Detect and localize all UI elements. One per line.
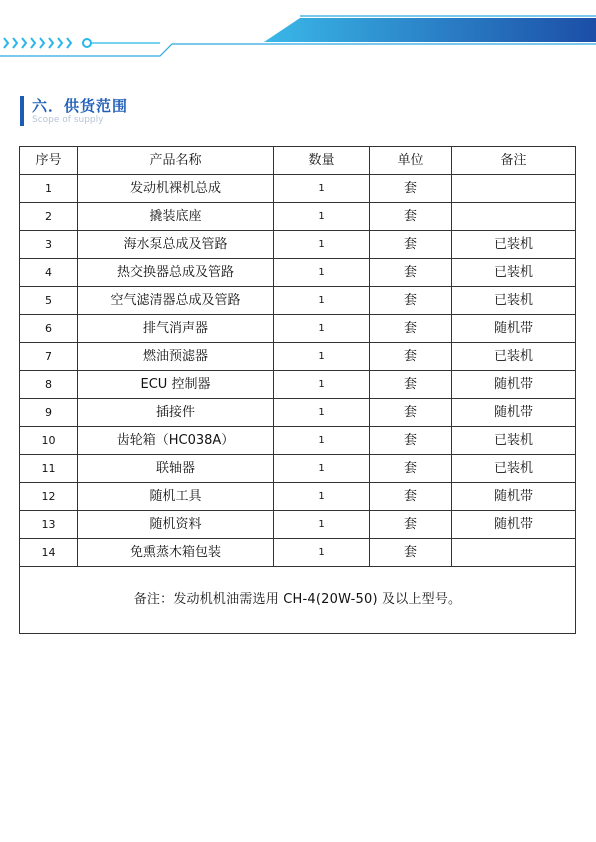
cell-quantity: 1 xyxy=(274,287,370,315)
cell-index: 11 xyxy=(20,455,78,483)
table-row xyxy=(20,371,576,399)
table-row xyxy=(20,287,576,315)
cell-remark: 已装机 xyxy=(452,287,576,315)
cell-remark: 已装机 xyxy=(452,427,576,455)
header-remark: 备注 xyxy=(452,147,576,175)
cell-product-name: 插接件 xyxy=(78,399,274,427)
cell-quantity: 1 xyxy=(274,343,370,371)
header-quantity: 数量 xyxy=(274,147,370,175)
cell-index: 7 xyxy=(20,343,78,371)
cell-unit: 套 xyxy=(370,203,452,231)
cell-product-name: ECU 控制器 xyxy=(78,371,274,399)
supply-table-wrapper xyxy=(19,146,576,634)
cell-quantity: 1 xyxy=(274,259,370,287)
cell-quantity: 1 xyxy=(274,175,370,203)
cell-remark: 随机带 xyxy=(452,399,576,427)
cell-index: 4 xyxy=(20,259,78,287)
header-unit: 单位 xyxy=(370,147,452,175)
cell-quantity: 1 xyxy=(274,455,370,483)
table-row xyxy=(20,483,576,511)
cell-unit: 套 xyxy=(370,259,452,287)
table-header-row xyxy=(20,147,576,175)
cell-unit: 套 xyxy=(370,315,452,343)
cell-quantity: 1 xyxy=(274,231,370,259)
cell-index: 1 xyxy=(20,175,78,203)
cell-index: 3 xyxy=(20,231,78,259)
table-note-row xyxy=(20,567,576,634)
cell-remark: 随机带 xyxy=(452,315,576,343)
cell-quantity: 1 xyxy=(274,371,370,399)
cell-remark: 随机带 xyxy=(452,511,576,539)
cell-remark: 已装机 xyxy=(452,343,576,371)
cell-product-name: 撬装底座 xyxy=(78,203,274,231)
cell-product-name: 联轴器 xyxy=(78,455,274,483)
cell-remark: 已装机 xyxy=(452,455,576,483)
cell-product-name: 随机资料 xyxy=(78,511,274,539)
table-row xyxy=(20,315,576,343)
header-product-name: 产品名称 xyxy=(78,147,274,175)
cell-remark: 随机带 xyxy=(452,371,576,399)
cell-remark xyxy=(452,175,576,203)
cell-product-name: 齿轮箱（HC038A） xyxy=(78,427,274,455)
circle-node-icon xyxy=(83,39,91,47)
supply-table xyxy=(19,146,576,634)
cell-remark xyxy=(452,203,576,231)
table-note: 备注：发动机机油需选用 CH-4(20W-50) 及以上型号。 xyxy=(20,567,576,634)
banner-graphic xyxy=(0,0,596,70)
cell-index: 2 xyxy=(20,203,78,231)
cell-unit: 套 xyxy=(370,231,452,259)
cell-product-name: 随机工具 xyxy=(78,483,274,511)
cell-index: 8 xyxy=(20,371,78,399)
table-row xyxy=(20,175,576,203)
cell-product-name: 海水泵总成及管路 xyxy=(78,231,274,259)
table-row xyxy=(20,427,576,455)
table-row xyxy=(20,231,576,259)
cell-remark: 已装机 xyxy=(452,259,576,287)
cell-quantity: 1 xyxy=(274,315,370,343)
cell-product-name: 发动机裸机总成 xyxy=(78,175,274,203)
cell-unit: 套 xyxy=(370,371,452,399)
cell-product-name: 燃油预滤器 xyxy=(78,343,274,371)
heading-accent-bar xyxy=(20,96,24,126)
cell-remark: 随机带 xyxy=(452,483,576,511)
cell-product-name: 免熏蒸木箱包装 xyxy=(78,539,274,567)
cell-product-name: 热交换器总成及管路 xyxy=(78,259,274,287)
table-row xyxy=(20,259,576,287)
cell-remark: 已装机 xyxy=(452,231,576,259)
cell-quantity: 1 xyxy=(274,539,370,567)
cell-quantity: 1 xyxy=(274,483,370,511)
cell-index: 9 xyxy=(20,399,78,427)
cell-index: 10 xyxy=(20,427,78,455)
cell-remark xyxy=(452,539,576,567)
cell-unit: 套 xyxy=(370,511,452,539)
cell-product-name: 空气滤清器总成及管路 xyxy=(78,287,274,315)
table-row xyxy=(20,399,576,427)
table-row xyxy=(20,511,576,539)
header-banner xyxy=(0,0,596,70)
cell-unit: 套 xyxy=(370,427,452,455)
cell-product-name: 排气消声器 xyxy=(78,315,274,343)
cell-index: 6 xyxy=(20,315,78,343)
cell-unit: 套 xyxy=(370,175,452,203)
section-subtitle: Scope of supply xyxy=(32,115,104,125)
cell-quantity: 1 xyxy=(274,427,370,455)
cell-quantity: 1 xyxy=(274,399,370,427)
cell-unit: 套 xyxy=(370,539,452,567)
table-row xyxy=(20,539,576,567)
table-row xyxy=(20,343,576,371)
cell-unit: 套 xyxy=(370,399,452,427)
cell-index: 13 xyxy=(20,511,78,539)
table-row xyxy=(20,203,576,231)
cell-unit: 套 xyxy=(370,343,452,371)
cell-quantity: 1 xyxy=(274,203,370,231)
table-row xyxy=(20,455,576,483)
cell-unit: 套 xyxy=(370,455,452,483)
cell-index: 12 xyxy=(20,483,78,511)
cell-index: 5 xyxy=(20,287,78,315)
header-index: 序号 xyxy=(20,147,78,175)
cell-unit: 套 xyxy=(370,483,452,511)
cell-unit: 套 xyxy=(370,287,452,315)
banner-band xyxy=(264,18,596,42)
cell-index: 14 xyxy=(20,539,78,567)
chevron-arrows-icon xyxy=(4,38,71,48)
section-title: 六．供货范围 xyxy=(32,97,129,115)
cell-quantity: 1 xyxy=(274,511,370,539)
